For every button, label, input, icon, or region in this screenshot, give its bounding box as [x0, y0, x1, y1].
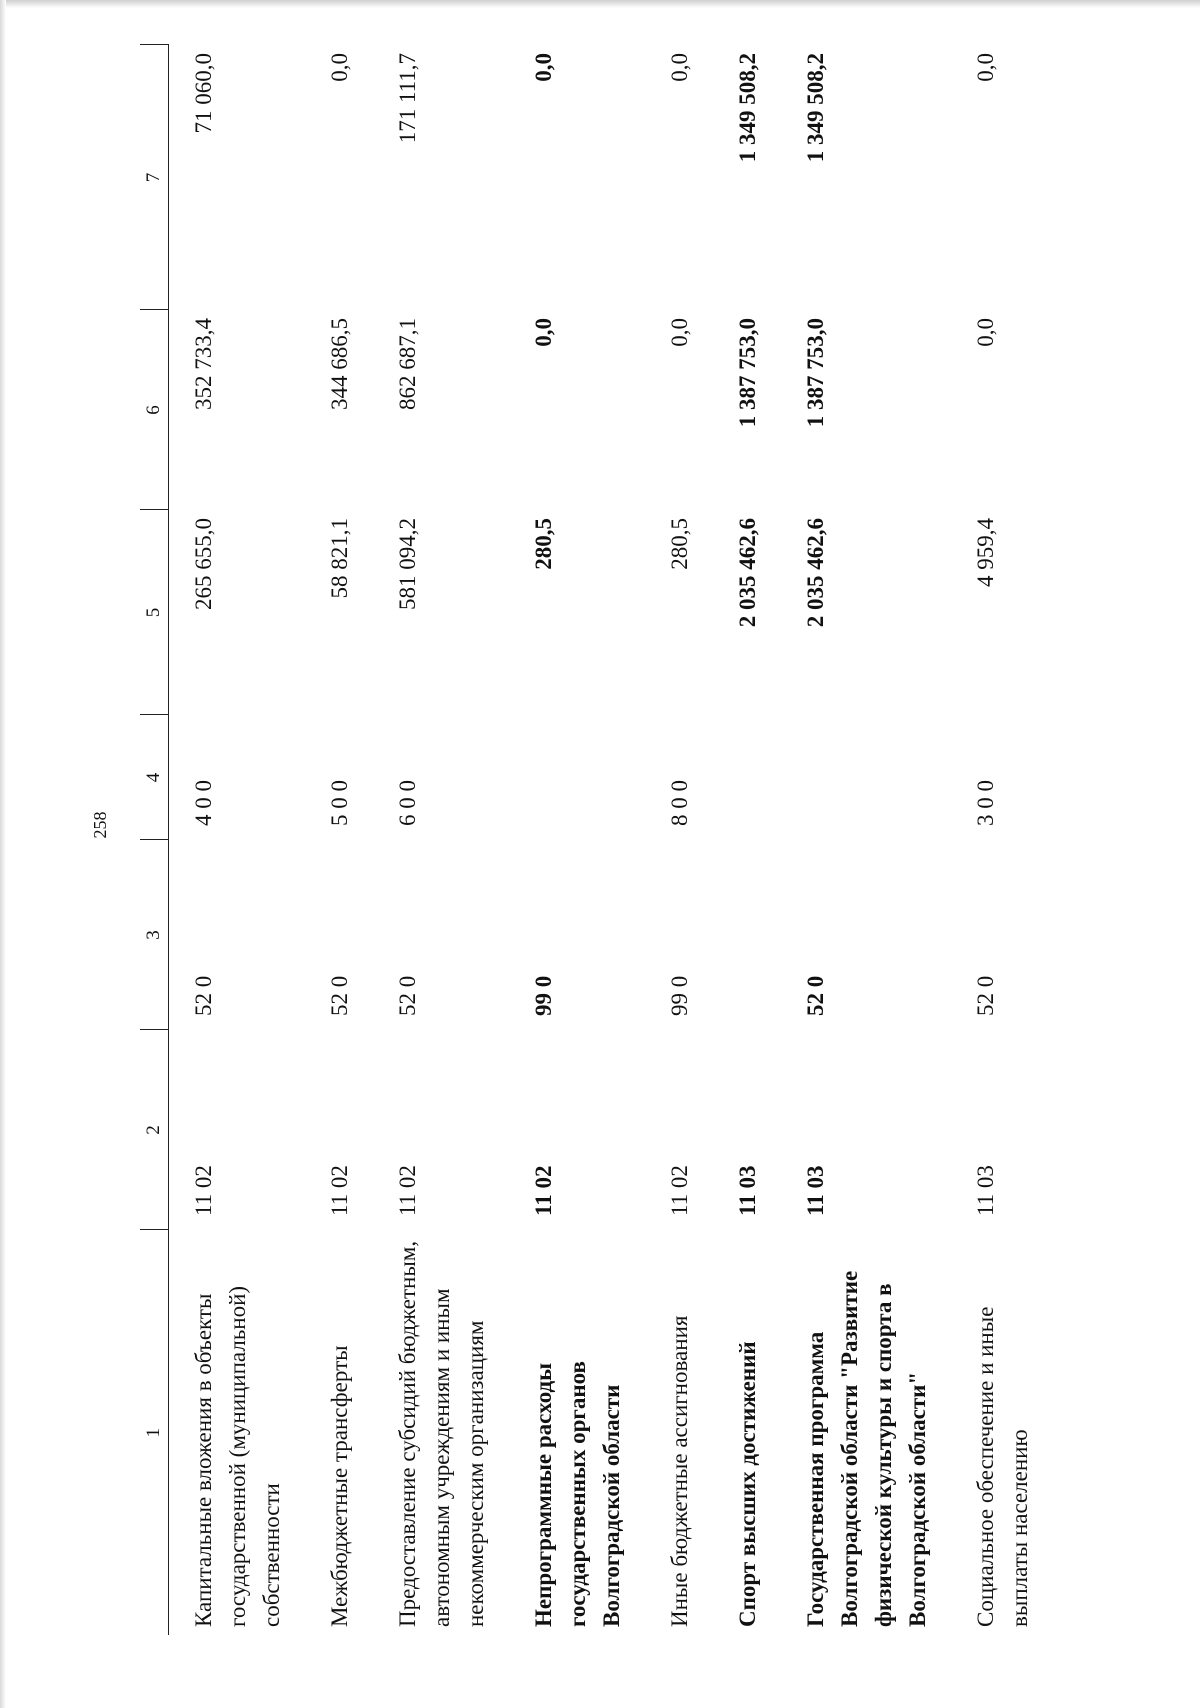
expense-type-code [713, 715, 781, 840]
expense-type-code: 3 0 0 [973, 780, 998, 826]
program-code: 52 0 [973, 975, 998, 1016]
expense-type-code [509, 715, 645, 840]
amount-column-5: 2 035 462,6 [803, 518, 828, 628]
program-code: 52 0 [191, 975, 216, 1016]
table-row [951, 45, 1053, 1635]
section-code: 11 02 [395, 1165, 420, 1216]
budget-table [140, 45, 1053, 1636]
program-code: 52 0 [803, 975, 828, 1016]
column-header: 7 [140, 45, 169, 310]
amount-column-7: 71 060,0 [191, 53, 216, 134]
amount-column-5: 280,5 [531, 518, 556, 570]
table-row [645, 45, 713, 1635]
section-code: 11 03 [803, 1165, 828, 1216]
section-code: 11 02 [531, 1165, 556, 1216]
program-code [713, 840, 781, 1030]
amount-column-6: 862 687,1 [395, 318, 420, 410]
column-header: 1 [140, 1230, 169, 1635]
program-code: 99 0 [531, 975, 556, 1016]
column-header: 2 [140, 1030, 169, 1230]
column-number-row [140, 45, 169, 1635]
section-code: 11 02 [667, 1165, 692, 1216]
expense-type-code: 4 0 0 [191, 780, 216, 826]
amount-column-5: 2 035 462,6 [735, 518, 760, 628]
amount-column-7: 0,0 [531, 53, 556, 82]
program-code: 52 0 [395, 975, 420, 1016]
row-name: Спорт высших достижений [735, 1341, 760, 1627]
amount-column-6: 1 387 753,0 [803, 318, 828, 428]
amount-column-7: 0,0 [973, 53, 998, 82]
row-name: Социальное обеспечение и иные выплаты населению [973, 1306, 1032, 1627]
amount-column-7: 0,0 [327, 53, 352, 82]
expense-type-code: 5 0 0 [327, 780, 352, 826]
row-name: Межбюджетные трансферты [327, 1345, 352, 1627]
amount-column-5: 265 655,0 [191, 518, 216, 610]
amount-column-5: 4 959,4 [973, 518, 998, 587]
program-code: 52 0 [327, 975, 352, 1016]
column-header: 3 [140, 840, 169, 1030]
scan-edge-top [0, 0, 1200, 8]
section-code: 11 03 [735, 1165, 760, 1216]
row-name: Иные бюджетные ассигнования [667, 1315, 692, 1627]
column-header: 6 [140, 310, 169, 510]
amount-column-6: 352 733,4 [191, 318, 216, 410]
column-header: 5 [140, 510, 169, 715]
amount-column-6: 344 686,5 [327, 318, 352, 410]
section-code: 11 02 [327, 1165, 352, 1216]
expense-type-code: 8 0 0 [667, 780, 692, 826]
table-row [305, 45, 373, 1635]
row-name: Непрограммные расходы государственных органов Волгоградской области [531, 1361, 624, 1627]
amount-column-7: 171 111,7 [395, 53, 420, 144]
section-code: 11 02 [191, 1165, 216, 1216]
table-row [509, 45, 645, 1635]
table-row [169, 45, 306, 1635]
amount-column-5: 581 094,2 [395, 518, 420, 610]
expense-type-code: 6 0 0 [395, 780, 420, 826]
amount-column-5: 58 821,1 [327, 518, 352, 599]
rotated-page-content [140, 45, 1090, 1635]
row-name: Предоставление субсидий бюджетным, автономным учреждениям и иным некоммерческим организациям [395, 1240, 488, 1627]
table-row [781, 45, 951, 1635]
amount-column-6: 1 387 753,0 [735, 318, 760, 428]
section-code: 11 03 [973, 1165, 998, 1216]
scan-edge-left [0, 0, 6, 1708]
page-number: 258 [90, 811, 110, 839]
program-code: 99 0 [667, 975, 692, 1016]
amount-column-7: 1 349 508,2 [735, 53, 760, 163]
column-header: 4 [140, 715, 169, 840]
amount-column-6: 0,0 [973, 318, 998, 347]
expense-type-code [781, 715, 951, 840]
amount-column-7: 1 349 508,2 [803, 53, 828, 163]
amount-column-7: 0,0 [667, 53, 692, 82]
row-name: Государственная программа Волгоградской области "Развитие физической культуры и спорта в Волгоградской области" [803, 1270, 930, 1627]
amount-column-5: 280,5 [667, 518, 692, 570]
table-row [373, 45, 509, 1635]
table-row [713, 45, 781, 1635]
amount-column-6: 0,0 [667, 318, 692, 347]
row-name: Капитальные вложения в объекты государственной (муниципальной) собственности [191, 1285, 284, 1627]
amount-column-6: 0,0 [531, 318, 556, 347]
